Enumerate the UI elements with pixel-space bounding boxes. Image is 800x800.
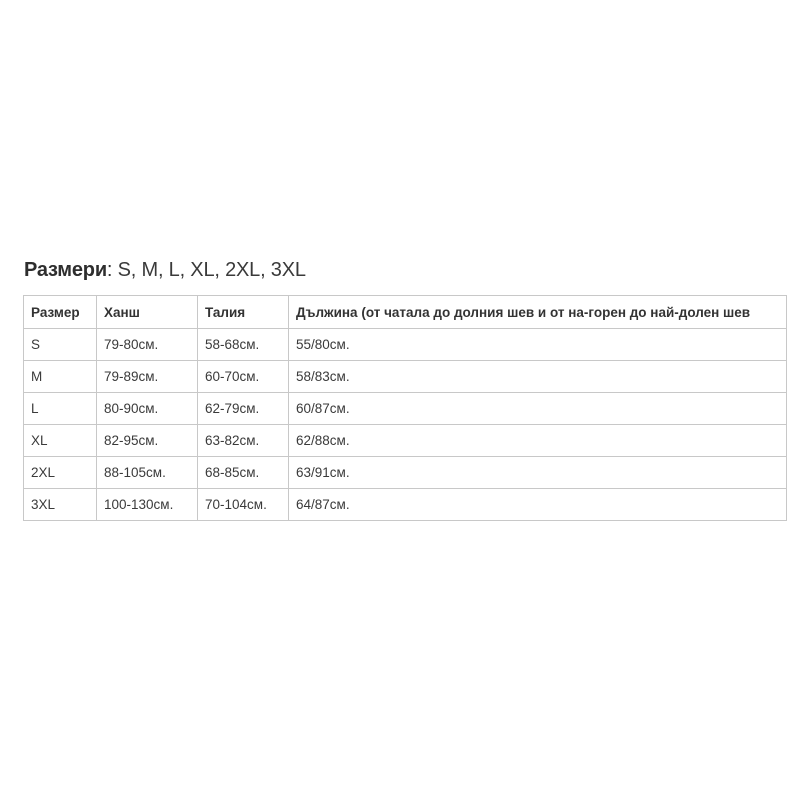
cell-length: 58/83см. [289, 361, 787, 393]
header-hips: Ханш [97, 296, 198, 329]
table-row [24, 393, 787, 425]
cell-length: 55/80см. [289, 329, 787, 361]
size-chart-title [24, 259, 306, 282]
cell-size: 3XL [24, 489, 97, 521]
cell-waist: 70-104см. [198, 489, 289, 521]
cell-hips: 88-105см. [97, 457, 198, 489]
size-table [23, 295, 787, 521]
cell-length: 63/91см. [289, 457, 787, 489]
cell-waist: 58-68см. [198, 329, 289, 361]
table-row [24, 329, 787, 361]
table-row [24, 425, 787, 457]
cell-size: L [24, 393, 97, 425]
table-header-row [24, 296, 787, 329]
cell-length: 60/87см. [289, 393, 787, 425]
header-size: Размер [24, 296, 97, 329]
table-row [24, 361, 787, 393]
cell-hips: 79-80см. [97, 329, 198, 361]
cell-size: 2XL [24, 457, 97, 489]
title-sizes-list: S, M, L, XL, 2XL, 3XL [112, 259, 306, 281]
cell-length: 62/88см. [289, 425, 787, 457]
cell-size: XL [24, 425, 97, 457]
cell-waist: 60-70см. [198, 361, 289, 393]
cell-hips: 100-130см. [97, 489, 198, 521]
header-length: Дължина (от чатала до долния шев и от на-горен до най-долен шев [289, 296, 787, 329]
cell-size: S [24, 329, 97, 361]
title-label: Размери [24, 259, 107, 281]
cell-waist: 68-85см. [198, 457, 289, 489]
cell-hips: 80-90см. [97, 393, 198, 425]
cell-waist: 62-79см. [198, 393, 289, 425]
cell-hips: 79-89см. [97, 361, 198, 393]
cell-hips: 82-95см. [97, 425, 198, 457]
table-row [24, 457, 787, 489]
cell-waist: 63-82см. [198, 425, 289, 457]
table-row [24, 489, 787, 521]
header-waist: Талия [198, 296, 289, 329]
title-separator: : [106, 259, 113, 281]
cell-length: 64/87см. [289, 489, 787, 521]
cell-size: M [24, 361, 97, 393]
